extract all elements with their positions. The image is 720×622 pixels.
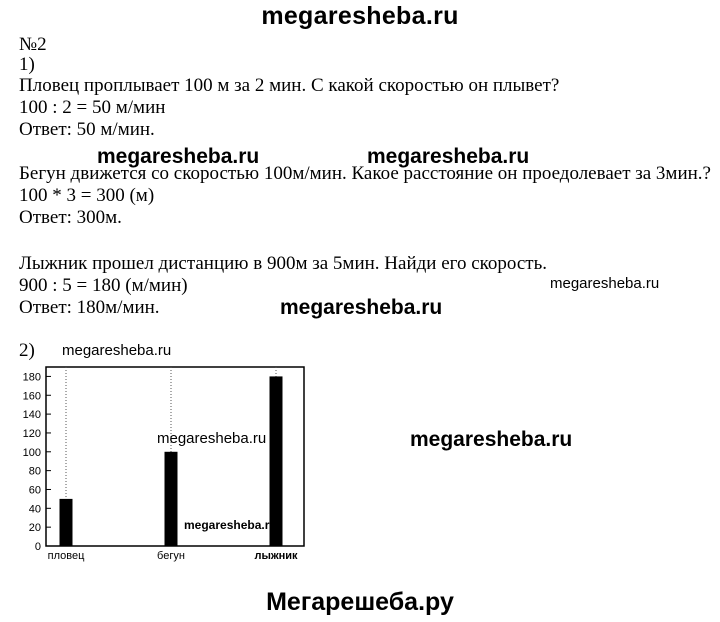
- watermark-overlay: megaresheba.ru: [550, 275, 660, 292]
- watermark-overlay: megaresheba.ru: [280, 296, 443, 319]
- y-tick-label: 20: [28, 522, 41, 535]
- y-tick-label: 40: [28, 503, 41, 516]
- problem3-solution: 900 : 5 = 180 (м/мин): [19, 275, 188, 296]
- watermark-overlay: megaresheba.ru: [410, 428, 573, 451]
- y-tick-label: 120: [22, 427, 41, 440]
- problem2-solution: 100 * 3 = 300 (м): [19, 185, 155, 206]
- x-axis-labels: [48, 550, 298, 562]
- y-tick-label: 180: [22, 371, 41, 384]
- x-category-label: бегун: [157, 550, 185, 562]
- problem1-answer: Ответ: 50 м/мин.: [19, 119, 155, 140]
- y-tick-label: 0: [34, 541, 41, 553]
- bar-0: [60, 499, 73, 546]
- y-tick-label: 140: [22, 409, 41, 422]
- x-category-label: пловец: [47, 550, 85, 562]
- problem3-answer: Ответ: 180м/мин.: [19, 297, 160, 318]
- header-watermark: megaresheba.ru: [261, 2, 459, 30]
- problem2-answer: Ответ: 300м.: [19, 207, 122, 228]
- y-tick-label: 100: [22, 446, 41, 459]
- bar-chart: [14, 362, 314, 572]
- watermark-overlay: megaresheba.ru: [184, 518, 277, 532]
- watermark-overlay: megaresheba.ru: [97, 145, 260, 168]
- problem3-question: Лыжник прошел дистанцию в 900м за 5мин. Найди его скорость.: [19, 253, 548, 274]
- y-tick-label: 160: [22, 390, 41, 403]
- bar-1: [165, 452, 178, 546]
- problem1-solution: 100 : 2 = 50 м/мин: [19, 97, 166, 118]
- watermark-overlay: megaresheba.ru: [367, 145, 530, 168]
- problem2-question: Бегун движется со скоростью 100м/мин. Какое расстояние он проедолевает за 3мин.?: [19, 163, 711, 184]
- problem1-question: Пловец проплывает 100 м за 2 мин. С какой скоростью он плывет?: [19, 75, 560, 96]
- x-category-label: лыжник: [254, 550, 298, 562]
- part1-label: 1): [19, 54, 35, 75]
- y-tick-label: 80: [28, 465, 41, 478]
- part2-label: 2): [19, 340, 35, 361]
- task-number: №2: [19, 34, 47, 55]
- footer-watermark: Мегарешеба.ру: [266, 588, 454, 616]
- watermark-overlay: megaresheba.ru: [62, 342, 172, 359]
- y-tick-label: 60: [28, 484, 41, 497]
- watermark-overlay: megaresheba.ru: [157, 430, 267, 447]
